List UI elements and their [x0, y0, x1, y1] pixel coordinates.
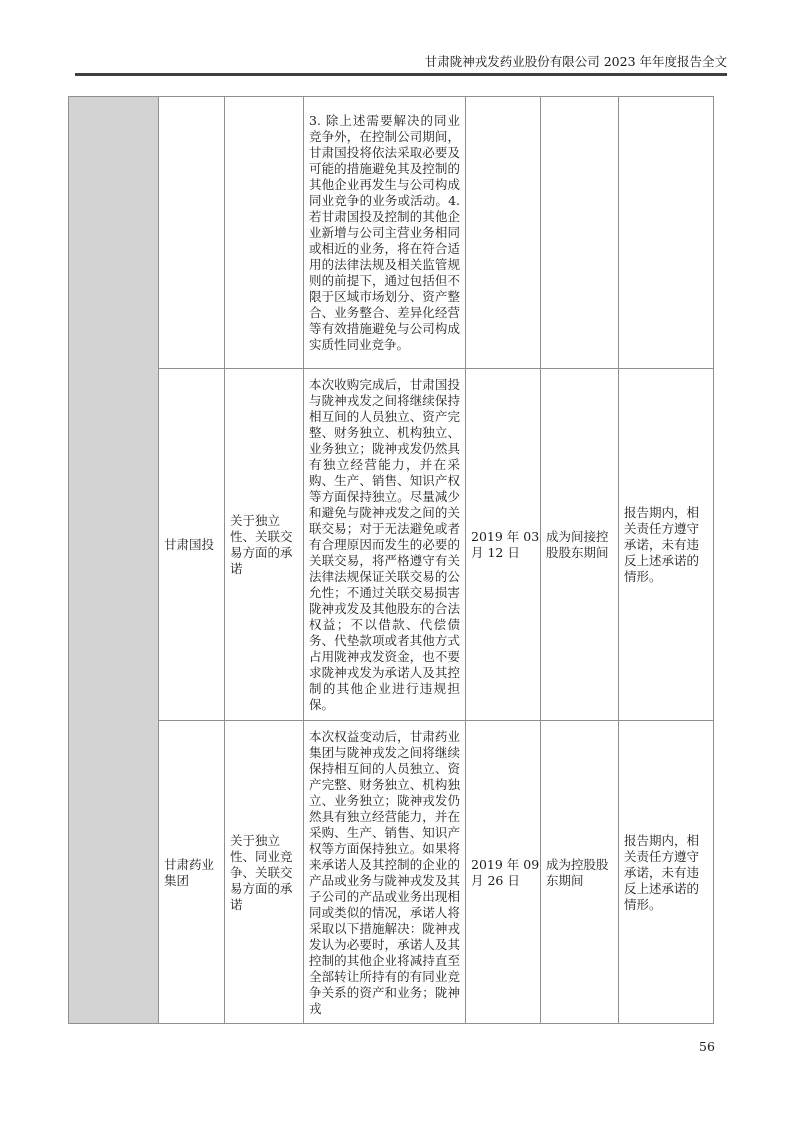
committer-cell: 甘肃国投: [159, 369, 225, 721]
date-line-2: 月 12 日: [471, 545, 520, 560]
commitment-period-cell: [541, 97, 619, 369]
commitment-content-cell: 本次收购完成后，甘肃国投与陇神戎发之间将继续保持相互间的人员独立、资产完整、财务独立、机构独立、业务独立；陇神戎发仍然具有独立经营能力，并在采购、生产、销售、知识产权等方面保持独立。尽量减少和避免与陇神戎发之间的关联交易；对于无法避免或者有合理原因而发生的必要的关联交易，将严格遵守有关法律法规保证关联交易的公允性；不通过关联交易损害陇神戎发及其他股东的合法权益；不以借款、代偿债务、代垫款项或者其他方式占用陇神戎发资金，也不要求陇神戎发为承诺人及其控制的其他企业进行违规担保。: [304, 369, 466, 721]
date-line-2: 月 26 日: [471, 872, 520, 888]
commitment-type-cell: [225, 97, 304, 369]
commitment-date-cell: [466, 97, 541, 369]
performance-cell: [619, 97, 714, 369]
spanning-category-cell: [69, 97, 159, 1024]
commitments-table: [68, 96, 714, 1024]
date-line-1: 2019 年 03: [471, 529, 540, 544]
commitment-period-cell: 成为间接控股股东期间: [541, 369, 619, 721]
performance-cell: 报告期内，相关责任方遵守承诺，未有违反上述承诺的情形。: [619, 369, 714, 721]
commitment-period-cell: 成为控股股东期间: [541, 721, 619, 1024]
commitment-date-cell: [466, 369, 541, 721]
table-row-continued: [69, 97, 714, 369]
page-number: 56: [699, 1039, 715, 1054]
header-rule: [75, 73, 727, 76]
performance-cell: 报告期内，相关责任方遵守承诺，未有违反上述承诺的情形。: [619, 721, 714, 1024]
table-row-gansu-pharma-group: [69, 721, 714, 1024]
date-line-1: 2019 年 09: [471, 856, 540, 872]
commitment-content-cell: 本次权益变动后，甘肃药业集团与陇神戎发之间将继续保持相互间的人员独立、资产完整、财务独立、机构独立、业务独立；陇神戎发仍然具有独立经营能力，并在采购、生产、销售、知识产权等方面保持独立。如果将来承诺人及其控制的企业的产品或业务与陇神戎发及其子公司的产品或业务出现相同或类似的情况，承诺人将采取以下措施解决：陇神戎发认为必要时，承诺人及其控制的其他企业将减持直至全部转让所持有的有同业竞争关系的资产和业务；陇神戎: [304, 721, 466, 1024]
commitment-type-cell: 关于独立性、同业竞争、关联交易方面的承诺: [225, 721, 304, 1024]
commitment-date-cell: [466, 721, 541, 1024]
commitment-type-cell: 关于独立性、关联交易方面的承诺: [225, 369, 304, 721]
commitment-content-cell: 3. 除上述需要解决的同业竞争外，在控制公司期间，甘肃国投将依法采取必要及可能的措施避免其及控制的其他企业再发生与公司构成同业竞争的业务或活动。4. 若甘肃国投及控制的其他企业新增与公司主营业务相同或相近的业务，将在符合适用的法律法规及相关监管规则的前提下，通过包括但不限于区域市场划分、资产整合、业务整合、差异化经营等有效措施避免与公司构成实质性同业竞争。: [304, 97, 466, 369]
table-row-gansu-guotou: [69, 369, 714, 721]
committer-cell: 甘肃药业集团: [159, 721, 225, 1024]
report-header-title: 甘肃陇神戎发药业股份有限公司 2023 年年度报告全文: [424, 54, 727, 69]
committer-cell: [159, 97, 225, 369]
